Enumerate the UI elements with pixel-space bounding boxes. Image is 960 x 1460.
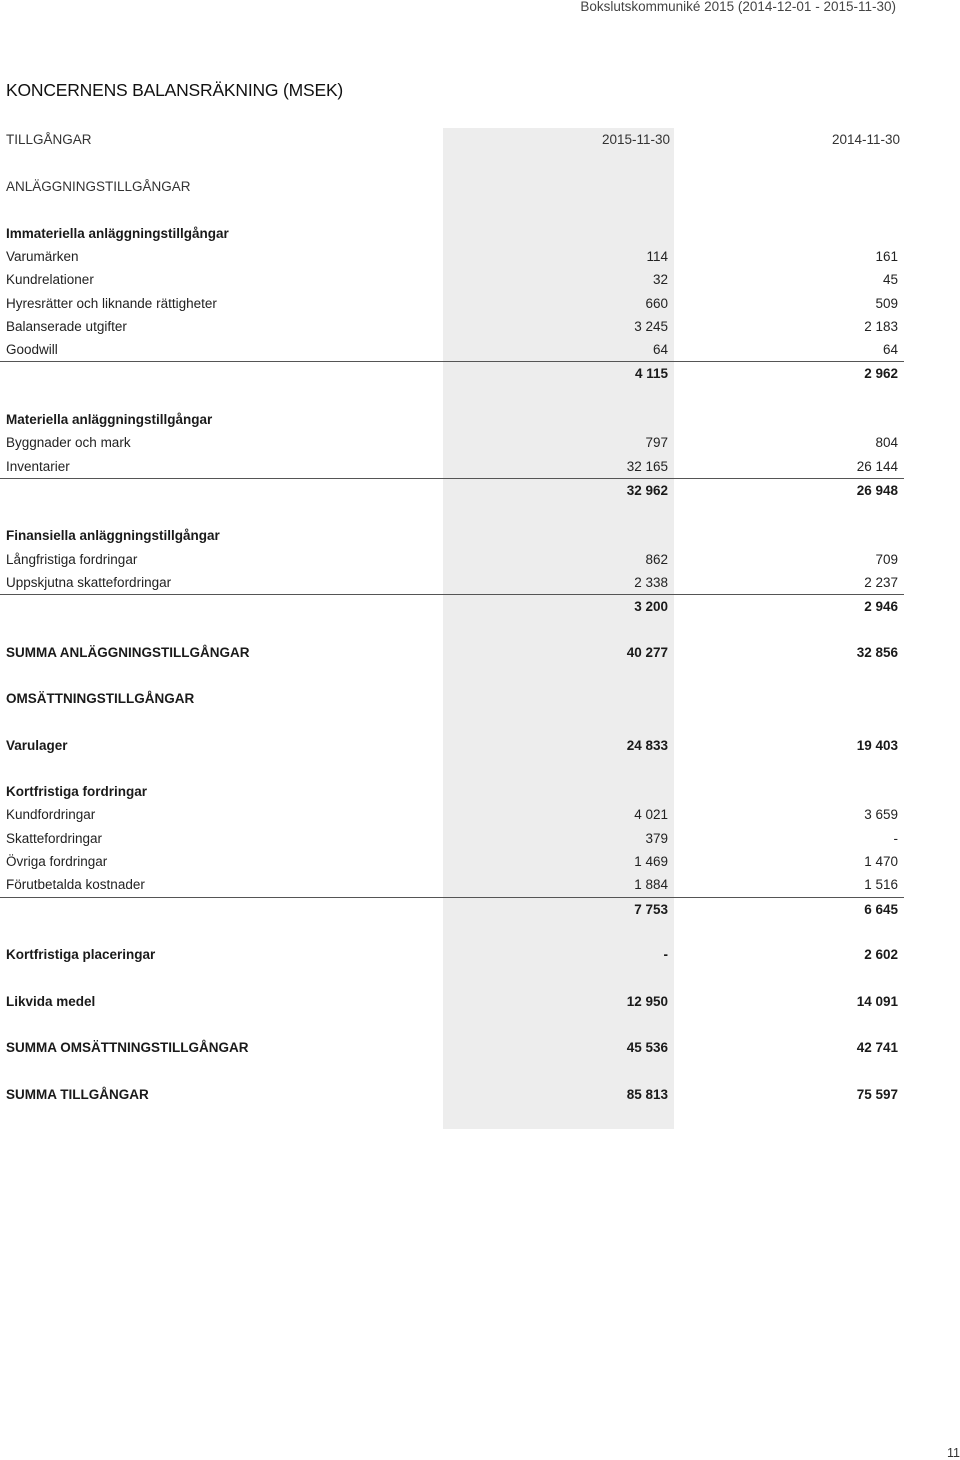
value-2014: 26 144 bbox=[856, 458, 898, 474]
row-label: Varulager bbox=[6, 737, 68, 753]
value-2014: 64 bbox=[882, 342, 898, 358]
subtotal-row bbox=[0, 897, 904, 920]
row-label: Förutbetalda kostnader bbox=[6, 877, 145, 893]
value-2014: 2 946 bbox=[864, 599, 898, 615]
row-label: Kortfristiga fordringar bbox=[6, 784, 148, 800]
value-2015: 85 813 bbox=[626, 1086, 668, 1102]
value-2015: 3 200 bbox=[634, 599, 668, 615]
column-header-2014: 2014-11-30 bbox=[831, 132, 900, 147]
value-2014: 2 602 bbox=[864, 947, 898, 963]
line-item-row bbox=[0, 338, 904, 361]
row-label: OMSÄTTNINGSTILLGÅNGAR bbox=[6, 691, 195, 707]
row-label: SUMMA OMSÄTTNINGSTILLGÅNGAR bbox=[6, 1040, 249, 1056]
row-label: Goodwill bbox=[6, 342, 58, 358]
value-2015: 4 021 bbox=[634, 807, 668, 823]
spacer-row bbox=[0, 1013, 904, 1036]
line-item-row bbox=[0, 873, 904, 896]
value-2015: 32 962 bbox=[626, 482, 668, 498]
page-title: KONCERNENS BALANSRÄKNING (MSEK) bbox=[6, 80, 344, 100]
value-2015: - bbox=[663, 947, 668, 963]
group-heading-row bbox=[0, 408, 904, 431]
value-2015: 2 338 bbox=[634, 574, 668, 590]
value-2015: 12 950 bbox=[626, 993, 668, 1009]
value-2014: 26 948 bbox=[856, 482, 898, 498]
column-header-label: TILLGÅNGAR bbox=[6, 132, 92, 147]
row-label: SUMMA ANLÄGGNINGSTILLGÅNGAR bbox=[6, 644, 250, 660]
value-2014: 2 183 bbox=[864, 318, 898, 334]
balance-sheet-table bbox=[0, 128, 904, 1106]
value-2015: 660 bbox=[645, 295, 668, 311]
value-2014: 2 237 bbox=[864, 574, 898, 590]
spacer-row bbox=[0, 618, 904, 641]
line-item-row bbox=[0, 548, 904, 571]
value-2014: 42 741 bbox=[856, 1040, 898, 1056]
total-row bbox=[0, 641, 904, 664]
row-label: ANLÄGGNINGSTILLGÅNGAR bbox=[6, 179, 191, 195]
value-2015: 40 277 bbox=[626, 644, 668, 660]
value-2015: 64 bbox=[652, 342, 668, 358]
spacer-row bbox=[0, 152, 904, 175]
line-item-row bbox=[0, 245, 904, 268]
value-2015: 797 bbox=[645, 435, 668, 451]
statement-rows bbox=[0, 152, 904, 1106]
page-number: 11 bbox=[947, 1446, 960, 1460]
value-2015: 862 bbox=[645, 551, 668, 567]
line-item-row bbox=[0, 268, 904, 291]
value-2015: 1 469 bbox=[634, 854, 668, 870]
value-2014: 32 856 bbox=[856, 644, 898, 660]
value-2014: 1 516 bbox=[864, 877, 898, 893]
running-header: Bokslutskommuniké 2015 (2014-12-01 - 2015-11-30) bbox=[580, 0, 896, 14]
value-2015: 114 bbox=[646, 248, 668, 264]
value-2015: 45 536 bbox=[626, 1040, 668, 1056]
row-label: Skattefordringar bbox=[6, 830, 103, 846]
spacer-row bbox=[0, 1059, 904, 1082]
value-2014: 3 659 bbox=[864, 807, 898, 823]
value-2014: 804 bbox=[875, 435, 898, 451]
row-label: Byggnader och mark bbox=[6, 435, 131, 451]
line-item-row bbox=[0, 850, 904, 873]
row-label: Hyresrätter och liknande rättigheter bbox=[6, 295, 217, 311]
total-row bbox=[0, 780, 904, 803]
subtotal-row bbox=[0, 478, 904, 501]
line-item-row bbox=[0, 827, 904, 850]
value-2014: 19 403 bbox=[856, 737, 898, 753]
group-heading-row bbox=[0, 524, 904, 547]
line-item-row bbox=[0, 455, 904, 478]
row-label: Inventarier bbox=[6, 458, 70, 474]
row-label: Uppskjutna skattefordringar bbox=[6, 574, 172, 590]
value-2015: 379 bbox=[645, 830, 668, 846]
subtotal-row bbox=[0, 594, 904, 617]
subtotal-row bbox=[0, 361, 904, 384]
value-2015: 32 bbox=[652, 272, 668, 288]
row-label: Finansiella anläggningstillgångar bbox=[6, 528, 220, 544]
spacer-row bbox=[0, 385, 904, 408]
value-2014: 509 bbox=[875, 295, 898, 311]
column-header-2015: 2015-11-30 bbox=[601, 132, 670, 147]
total-row bbox=[0, 734, 904, 757]
value-2015: 7 753 bbox=[634, 901, 668, 917]
value-2015: 24 833 bbox=[626, 737, 668, 753]
spacer-row bbox=[0, 501, 904, 524]
value-2014: 75 597 bbox=[856, 1086, 898, 1102]
value-2014: 161 bbox=[875, 248, 898, 264]
line-item-row bbox=[0, 292, 904, 315]
value-2014: 1 470 bbox=[864, 854, 898, 870]
line-item-row bbox=[0, 315, 904, 338]
row-label: Kundrelationer bbox=[6, 272, 94, 288]
spacer-row bbox=[0, 920, 904, 943]
total-row bbox=[0, 687, 904, 710]
line-item-row bbox=[0, 431, 904, 454]
group-heading-row bbox=[0, 222, 904, 245]
value-2015: 3 245 bbox=[634, 318, 668, 334]
row-label: Övriga fordringar bbox=[6, 854, 108, 870]
row-label: Varumärken bbox=[6, 248, 79, 264]
row-label: Likvida medel bbox=[6, 993, 96, 1009]
value-2015: 1 884 bbox=[634, 877, 668, 893]
value-2014: 14 091 bbox=[856, 993, 898, 1009]
total-row bbox=[0, 1083, 904, 1106]
value-2015: 32 165 bbox=[626, 458, 668, 474]
row-label: Balanserade utgifter bbox=[6, 318, 127, 334]
row-label: Materiella anläggningstillgångar bbox=[6, 411, 213, 427]
value-2015: 4 115 bbox=[634, 366, 668, 382]
line-item-row bbox=[0, 803, 904, 826]
row-label: Immateriella anläggningstillgångar bbox=[6, 225, 229, 241]
row-label: Kundfordringar bbox=[6, 807, 96, 823]
row-label: Kortfristiga placeringar bbox=[6, 947, 156, 963]
spacer-row bbox=[0, 757, 904, 780]
spacer-row bbox=[0, 966, 904, 989]
total-row bbox=[0, 1036, 904, 1059]
value-2014: 2 962 bbox=[864, 366, 898, 382]
value-2014: - bbox=[893, 830, 898, 846]
spacer-row bbox=[0, 198, 904, 221]
spacer-row bbox=[0, 710, 904, 733]
row-label: Långfristiga fordringar bbox=[6, 551, 138, 567]
line-item-row bbox=[0, 571, 904, 594]
total-row bbox=[0, 990, 904, 1013]
value-2014: 709 bbox=[875, 551, 898, 567]
column-header-row bbox=[0, 128, 904, 152]
section-heading-row bbox=[0, 175, 904, 198]
total-row bbox=[0, 943, 904, 966]
value-2014: 6 645 bbox=[864, 901, 898, 917]
value-2014: 45 bbox=[882, 272, 898, 288]
spacer-row bbox=[0, 664, 904, 687]
row-label: SUMMA TILLGÅNGAR bbox=[6, 1086, 149, 1102]
